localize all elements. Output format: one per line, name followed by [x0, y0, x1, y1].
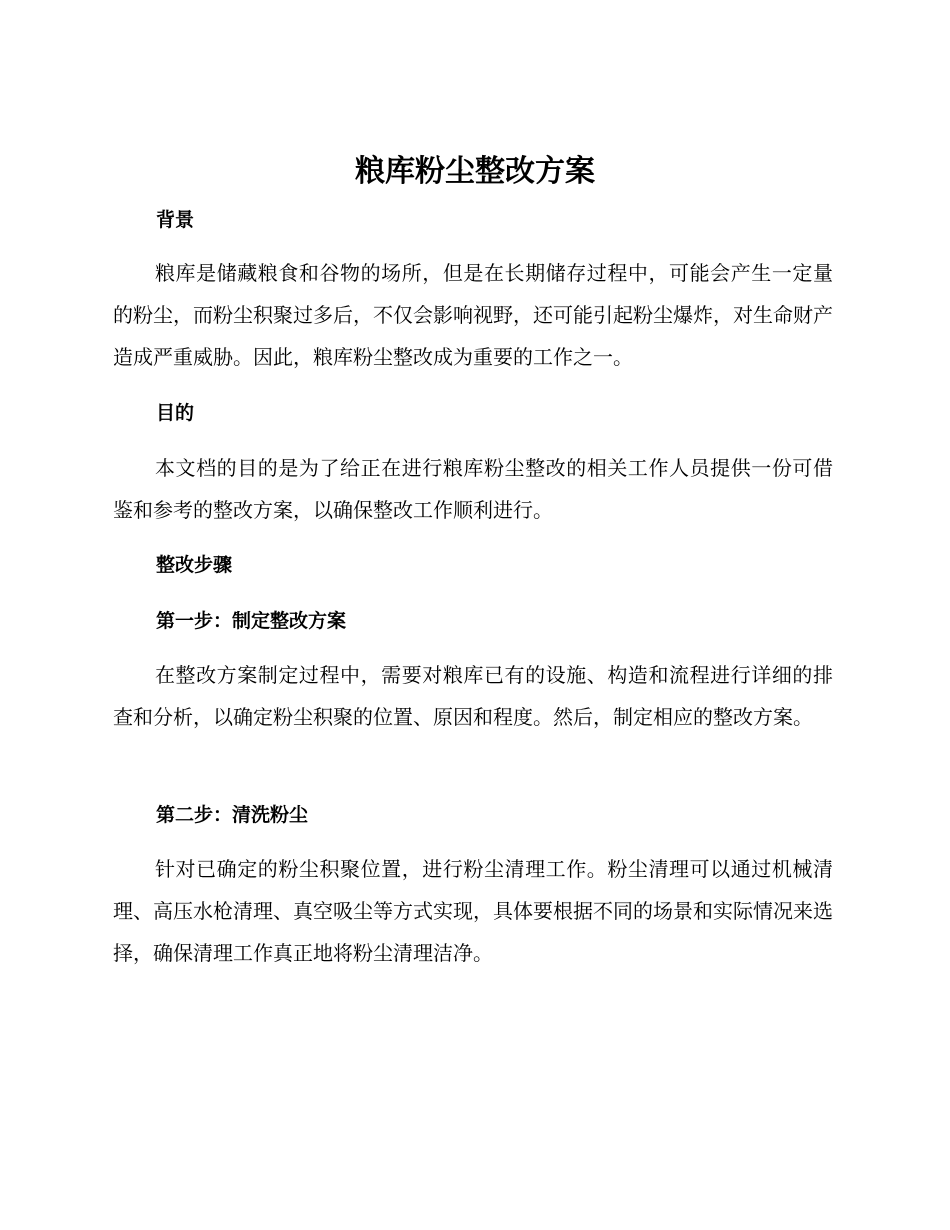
section-heading-purpose: 目的	[156, 402, 195, 424]
section-heading-background: 背景	[156, 209, 195, 231]
background-paragraph: 粮库是储藏粮食和谷物的场所，但是在长期储存过程中，可能会产生一定量的粉尘，而粉尘积聚过多后，不仅会影响视野，还可能引起粉尘爆炸，对生命财产造成严重威胁。因此，粮库粉尘整改成为重要的工作之一。	[113, 261, 833, 369]
document-title: 粮库粉尘整改方案	[355, 154, 595, 189]
step1-heading: 第一步：制定整改方案	[156, 610, 347, 632]
step2-heading: 第二步：清洗粉尘	[156, 804, 309, 826]
step1-paragraph: 在整改方案制定过程中，需要对粮库已有的设施、构造和流程进行详细的排查和分析，以确定粉尘积聚的位置、原因和程度。然后，制定相应的整改方案。	[113, 663, 833, 729]
purpose-paragraph: 本文档的目的是为了给正在进行粮库粉尘整改的相关工作人员提供一份可借鉴和参考的整改方案，以确保整改工作顺利进行。	[113, 456, 833, 522]
step2-paragraph: 针对已确定的粉尘积聚位置，进行粉尘清理工作。粉尘清理可以通过机械清理、高压水枪清理、真空吸尘等方式实现，具体要根据不同的场景和实际情况来选择，确保清理工作真正地将粉尘清理洁净。	[113, 857, 833, 965]
section-heading-steps: 整改步骤	[156, 554, 233, 576]
